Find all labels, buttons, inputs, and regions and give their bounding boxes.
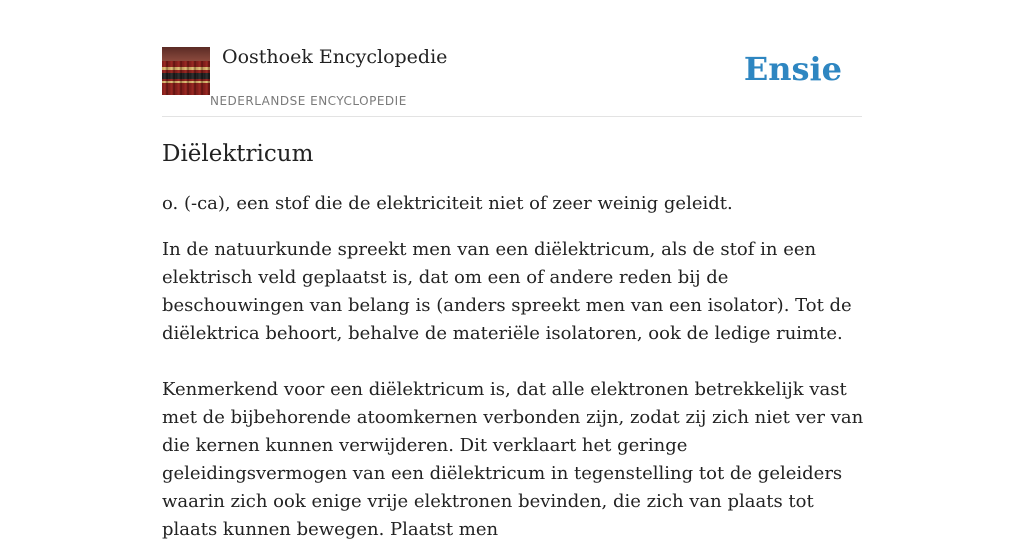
source-subtitle: NEDERLANDSE ENCYCLOPEDIE <box>210 94 407 108</box>
site-header <box>162 46 862 117</box>
article <box>162 138 866 544</box>
article-paragraph: In de natuurkunde spreekt men van een diëlektricum, als de stof in een elektrisch veld geplaatst is, dat om een of andere reden bij de beschouwingen van belang is (anders spreekt men van een isolator). Tot de diëlektrica behoort, behalve de materiële isolatoren, ook de ledige ruimte. <box>162 239 852 344</box>
article-paragraph: Kenmerkend voor een diëlektricum is, dat alle elektronen betrekkelijk vast met de bijbehorende atoomkernen verbonden zijn, zodat zij zich niet ver van die kernen kunnen verwijderen. Dit verklaart het geringe geleidingsvermogen van een diëlektricum in tegenstelling tot de geleiders waarin zich ook enige vrije elektronen bevinden, die zich van plaats tot plaats kunnen bewegen. Plaatst men <box>162 379 864 540</box>
source-title-link[interactable]: Oosthoek Encyclopedie <box>222 46 448 68</box>
ensie-logo-link[interactable]: Ensie <box>743 50 842 88</box>
encyclopedia-avatar[interactable] <box>162 47 210 95</box>
article-title: Diëlektricum <box>162 141 314 167</box>
article-definition: o. (-ca), een stof die de elektriciteit niet of zeer weinig geleidt. <box>162 193 733 214</box>
avatar-gold-band <box>162 67 210 70</box>
avatar-shelf <box>162 47 210 61</box>
avatar-gold-band-lower <box>162 81 210 83</box>
avatar-dark-band <box>162 73 210 79</box>
